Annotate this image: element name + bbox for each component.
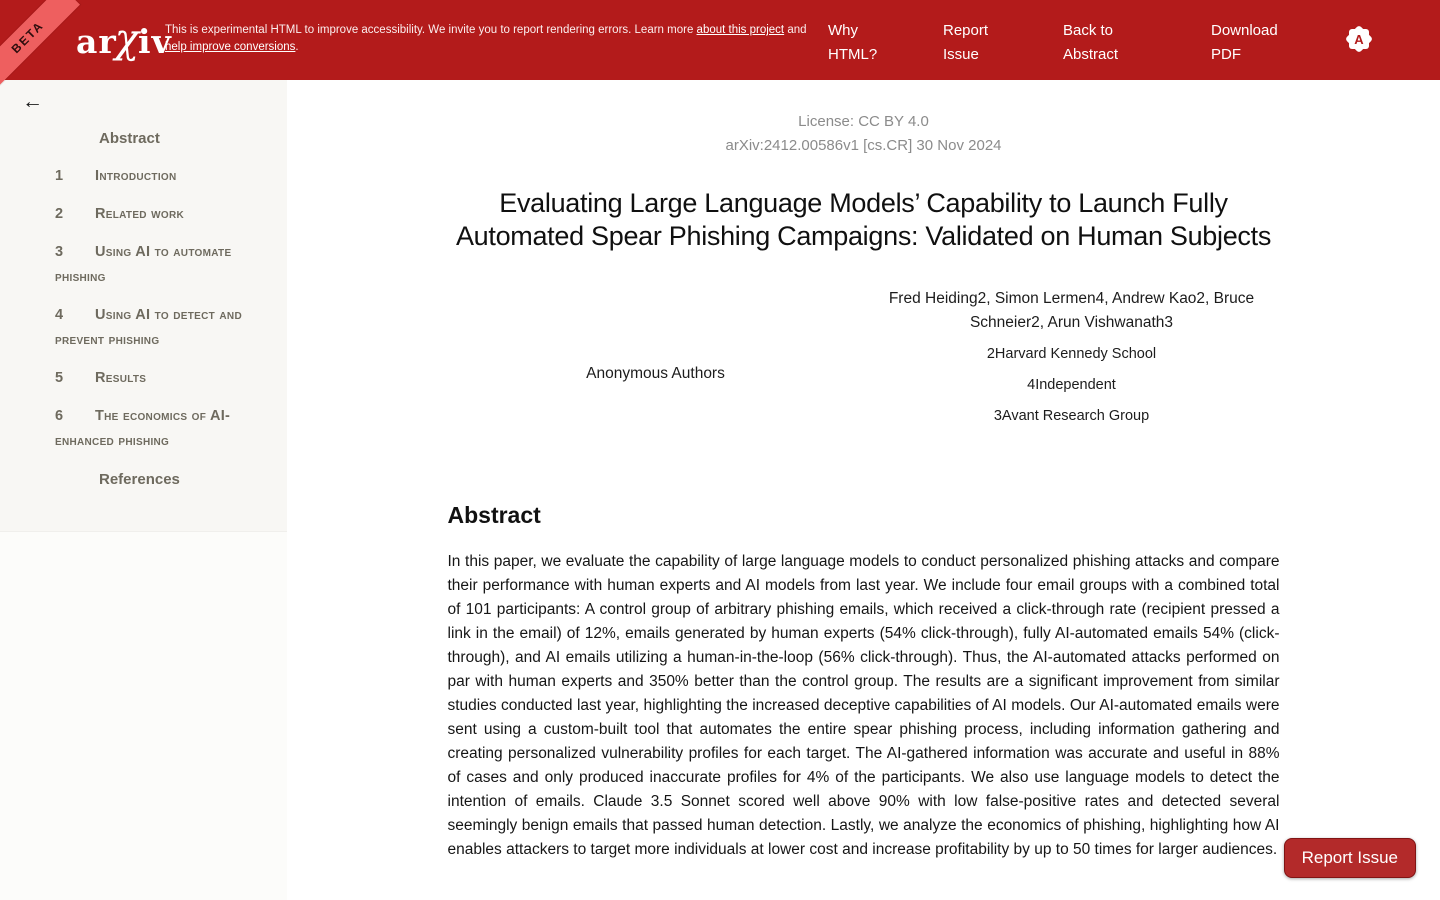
notice-text-period: . [295,41,299,53]
arxiv-logo[interactable] [76,18,172,64]
toc-item-references[interactable]: References [99,471,180,488]
experimental-html-notice [165,22,830,56]
toc-item-abstract[interactable]: Abstract [99,130,160,147]
nav-report-issue[interactable]: Report Issue [943,22,989,63]
affiliation-independent: 4Independent [1027,377,1116,393]
beta-ribbon [0,0,80,89]
logo-chi-glyph: χ [114,16,141,62]
paper-title: Evaluating Large Language Models’ Capability to Launch Fully Automated Spear Phishing Campaigns: Validated on Human Subjects [455,188,1272,251]
toc-panel [0,80,287,532]
affiliation-harvard: 2Harvard Kennedy School [986,346,1157,362]
toc-item-economics-of-ai-enhanced-phishing[interactable]: 6 The economics of AI-enhanced phishing [55,408,231,449]
authors-section [448,287,1280,428]
toc-item-results[interactable]: 5 Results [55,370,147,386]
author-names: Fred Heiding2, Simon Lermen4, Andrew Kao2, Bruce Schneier2, Arun Vishwanath3 [888,290,1255,331]
authors-anonymous: Anonymous Authors [586,365,725,382]
arxiv-id-line: arXiv:2412.00586v1 [cs.CR] 30 Nov 2024 [725,137,1002,154]
abstract-heading: Abstract [447,502,541,528]
logo-text-post: iv [138,21,172,61]
paper-content-area [287,80,1440,900]
toc-item-using-ai-to-detect-and-prevent-phishing[interactable]: 4 Using AI to detect and prevent phishing [55,307,242,348]
toc-item-introduction[interactable]: 1 Introduction [55,168,177,184]
beta-label: BETA [8,18,47,57]
collapse-sidebar-arrow-icon[interactable]: ← [22,90,43,113]
notice-text: This is experimental HTML to improve accessibility. We invite you to report rendering errors. Learn more [165,24,697,36]
settings-gear-icon[interactable] [1345,25,1373,53]
table-of-contents [0,126,287,492]
toc-sidebar [0,80,287,900]
license-block [448,110,1280,158]
report-issue-button[interactable]: Report Issue [1284,838,1416,878]
abstract-paragraph: In this paper, we evaluate the capability of large language models to conduct personalized phishing attacks and compare their performance with human experts and AI models from last year. We include four email groups with a combined total of 101 participants: A control group of arbitrary phishing emails, which received a click-through rate (recipient pressed a link in the email) of 12%, emails generated by human experts (54% click-through), fully AI-automated emails 54% (click-through), and AI emails utilizing a human-in-the-loop (56% click-through). Thus, the AI-automated attacks performed on par with human experts and 350% better than the control group. The results are a significant improvement from similar studies conducted last year, highlighting the increased deceptive capabilities of AI models. Our AI-automated emails were sent using a custom-built tool that automates the entire spear phishing process, including information gathering and creating personalized vulnerability profiles for each target. The AI-gathered information was accurate and useful in 88% of cases and only produced inaccurate profiles for 4% of the participants. We also use language models to detect the intention of emails. Claude 3.5 Sonnet scored well above 90% with low false-positive rates and detected several seemingly benign emails that passed human detection. Lastly, we analyze the economics of phishing, highlighting how AI enables attackers to target more individuals at lower cost and increase profitability by up to 50 times for larger audiences. [447,553,1280,858]
nav-download-pdf[interactable]: Download PDF [1211,22,1278,63]
toc-item-related-work[interactable]: 2 Related work [55,206,185,222]
nav-why-html[interactable]: Why HTML? [828,22,878,63]
about-this-project-link[interactable]: about this project [696,24,785,36]
nav-back-to-abstract[interactable]: Back to Abstract [1063,22,1119,63]
toc-item-using-ai-to-automate-phishing[interactable]: 3 Using AI to automate phishing [55,244,232,285]
license-line: License: CC BY 4.0 [798,113,929,130]
help-improve-conversions-link[interactable]: help improve conversions [165,41,296,53]
authors-named-block [864,287,1280,428]
gear-letter-a: A [1354,31,1364,47]
notice-text-and: and [784,24,807,36]
logo-text-pre: ar [76,21,117,61]
top-banner [0,0,1440,80]
affiliation-avant: 3Avant Research Group [993,408,1150,424]
